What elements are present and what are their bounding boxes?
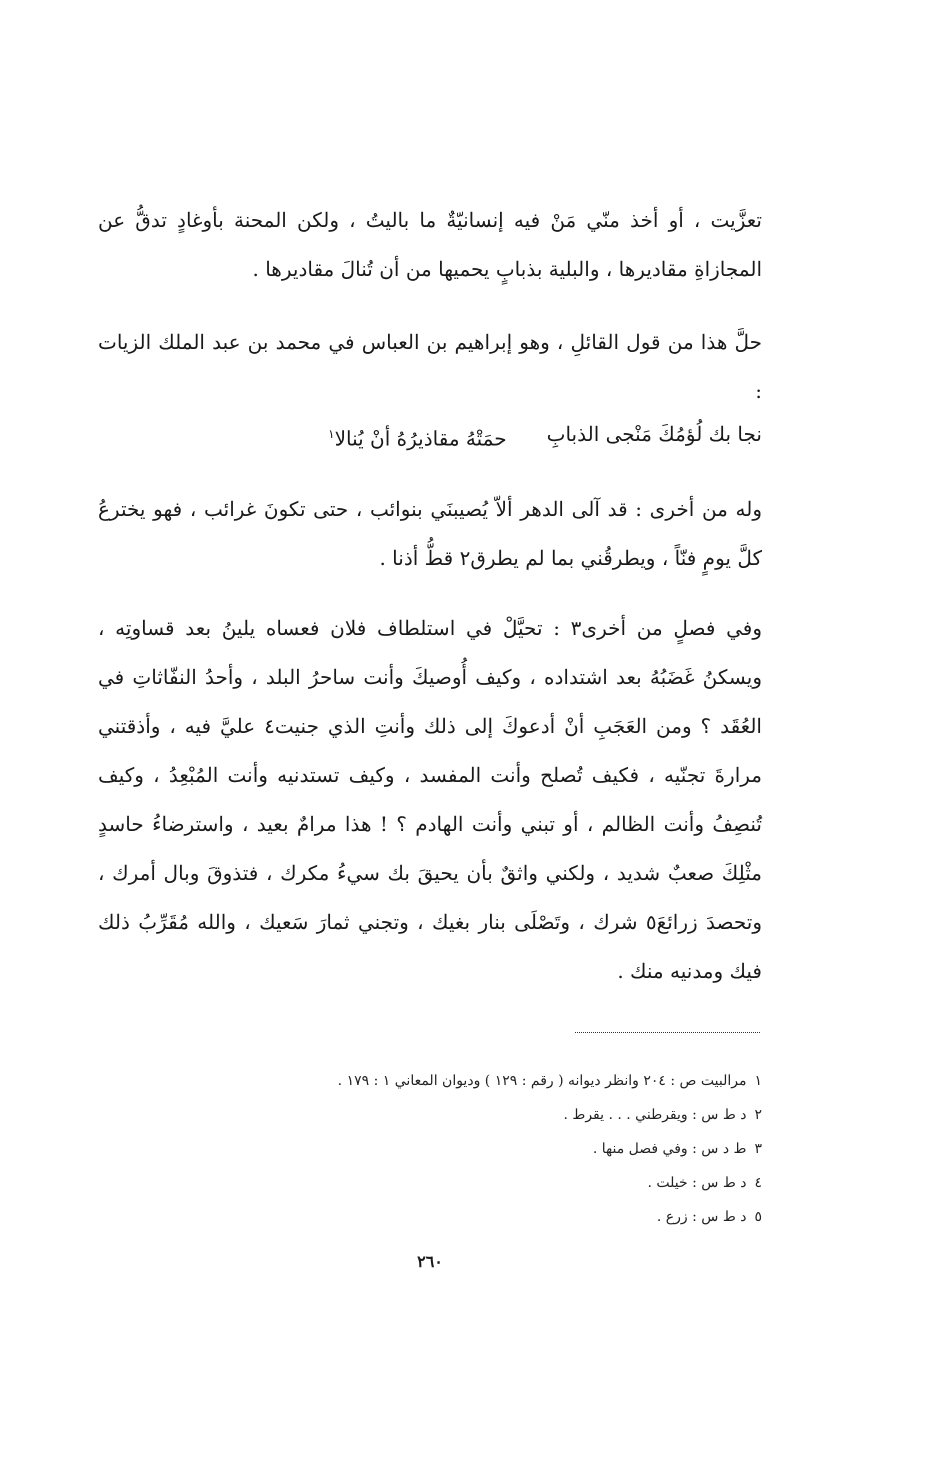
paragraph-1: تعزَّيت ، أو أخذ منّي مَنْ فيه إنسانيّةٌ ما باليتُ ، ولكن المحنة بأوغادٍ تدقُّ عن المجازاةِ مقاديرها ، والبلية بذبابٍ يحميها من أن تُنالَ مقاديرها .: [98, 208, 762, 281]
verse-first-hemistich: نجا بك لُؤمُكَ مَنْجى الذبابِ: [546, 422, 762, 446]
verse-second-hemistich: حمَتْهُ مقاذيرُهُ أنْ يُنالا: [334, 426, 507, 451]
verse-footnote-ref: ١: [328, 427, 335, 441]
footnote-text: د ط س : ويقرطني . . . يقرط .: [563, 1107, 747, 1123]
footnote-2: [338, 1098, 762, 1132]
footnote-text: د ط س : زرع .: [656, 1209, 747, 1225]
footnote-number: ٣: [754, 1141, 762, 1157]
footnote-text: د ط س : خيلت .: [647, 1175, 747, 1191]
footnotes: [338, 1064, 762, 1234]
footnote-5: [338, 1200, 762, 1234]
footnote-number: ٢: [754, 1107, 762, 1123]
footnote-divider: [575, 1032, 760, 1033]
footnote-text: ط د س : وفي فصل منها .: [592, 1141, 747, 1157]
paragraph-3: وله من أخرى : قد آلى الدهر ألاّ يُصيبنَي بنوائب ، حتى تكونَ غرائب ، فهو يخترعُ كلَّ يومٍ فنّاً ، ويطرقُني بما لم يطرق٢ قطُّ أذنا .: [98, 497, 762, 570]
footnote-4: [338, 1166, 762, 1200]
verse-second-hemistich-wrap: [328, 410, 506, 464]
paragraph-2: حلَّ هذا من قول القائلِ ، وهو إبراهيم بن العباس في محمد بن عبد الملك الزيات :: [98, 330, 762, 403]
footnote-number: ٥: [754, 1209, 762, 1225]
footnote-text: مرالبيت ص : ٢٠٤ وانظر ديوانه ( رقم : ١٢٩ ) وديوان المعاني ١ : ١٧٩ .: [337, 1073, 747, 1089]
footnote-number: ٤: [754, 1175, 762, 1191]
footnote-3: [338, 1132, 762, 1166]
footnote-1: [338, 1064, 762, 1098]
page-number: ٢٦٠: [417, 1252, 443, 1271]
poetry-verse: [130, 410, 762, 464]
footnote-number: ١: [754, 1073, 762, 1089]
paragraph-4: وفي فصلٍ من أخرى٣ : تحيَّلْ في استلطاف فلان فعساه يلينُ بعد قساوتِه ، ويسكنُ غَضَبُهُ بعد اشتداده ، وكيف أُوصيكَ وأنت ساحرُ البلد ، وأحدُ النفّاثاتِ في العُقَد ؟ ومن العَجَبِ أنْ أدعوكَ إلى ذلك وأنتِ الذي جنيت٤ عليَّ فيه ، وأذقتني مرارةَ تجنّيه ، فكيف تُصلح وأنت المفسد ، وكيف تستدنيه وأنت المُبْعِدُ ، وكيف تُنصِفُ وأنت الظالم ، أو تبني وأنت الهادم ؟ ! هذا مرامٌ بعيد ، واسترضاءُ حاسدٍ مثْلِكَ صعبٌ شديد ، ولكني واثقٌ بأن يحيقَ بك سيءُ مكرك ، فتذوقَ وبال أمرك ، وتحصدَ زرائعَ٥ شرك ، وتَصْلَى بنار بغيك ، وتجني ثمارَ سَعيك ، والله مُقَرِّبُ ذلك فيك ومدنيه منك .: [98, 616, 762, 983]
